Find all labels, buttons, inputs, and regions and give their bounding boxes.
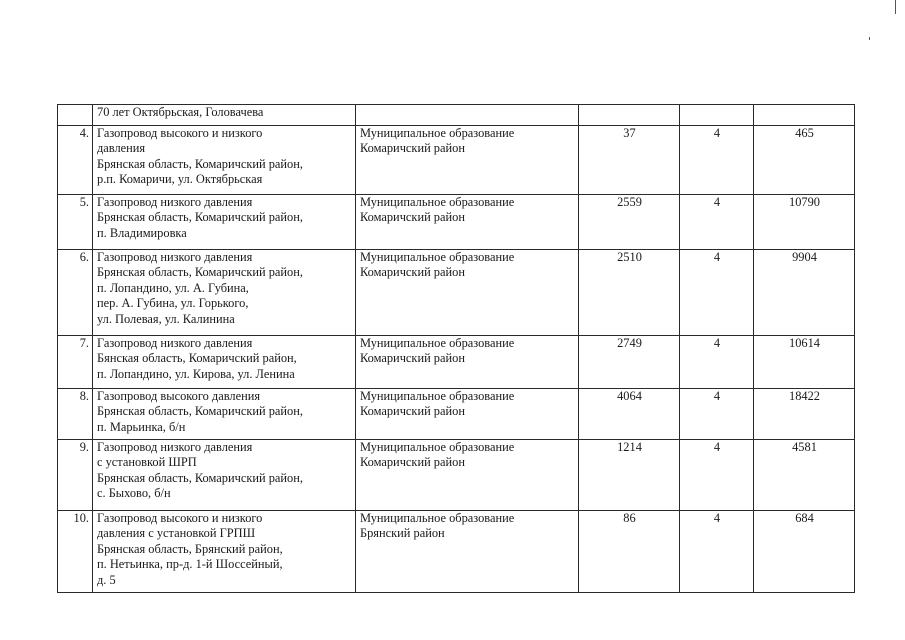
owner-cell: Муниципальное образование Комаричский район (356, 250, 579, 336)
table-row (58, 195, 855, 250)
row-number-cell (58, 105, 93, 126)
table-row (58, 511, 855, 593)
value-cell-1: 1214 (579, 440, 680, 511)
owner-cell: Муниципальное образование Комаричский район (356, 440, 579, 511)
owner-cell: Муниципальное образование Комаричский район (356, 336, 579, 389)
value-cell-3: 9904 (754, 250, 855, 336)
owner-cell (356, 105, 579, 126)
value-cell-3: 10614 (754, 336, 855, 389)
pipeline-description-cell: Газопровод низкого давления с установкой ШРП Брянская область, Комаричский район, с. Быхово, б/н (93, 440, 356, 511)
table-row (58, 105, 855, 126)
gas-pipeline-table (57, 104, 855, 593)
pipeline-description-cell: Газопровод низкого давления Брянская область, Комаричский район, п. Владимировка (93, 195, 356, 250)
value-cell-1: 2510 (579, 250, 680, 336)
table-row (58, 250, 855, 336)
row-number-cell: 8. (58, 389, 93, 440)
table-row (58, 336, 855, 389)
pipeline-description-cell: Газопровод высокого и низкого давления с установкой ГРПШ Брянская область, Брянский район, п. Нетьинка, пр-д. 1-й Шоссейный, д. 5 (93, 511, 356, 593)
value-cell-3: 10790 (754, 195, 855, 250)
owner-cell: Муниципальное образование Комаричский район (356, 126, 579, 195)
owner-cell: Муниципальное образование Комаричский район (356, 195, 579, 250)
value-cell-1: 4064 (579, 389, 680, 440)
row-number-cell: 6. (58, 250, 93, 336)
value-cell-1: 2559 (579, 195, 680, 250)
value-cell-2 (680, 105, 754, 126)
row-number-cell: 9. (58, 440, 93, 511)
value-cell-2: 4 (680, 126, 754, 195)
table-body (58, 105, 855, 593)
pipeline-description-cell: Газопровод низкого давления Бянская область, Комаричский район, п. Лопандино, ул. Кирова, ул. Ленина (93, 336, 356, 389)
table-row (58, 440, 855, 511)
value-cell-3: 684 (754, 511, 855, 593)
value-cell-3 (754, 105, 855, 126)
owner-cell: Муниципальное образование Брянский район (356, 511, 579, 593)
row-number-cell: 10. (58, 511, 93, 593)
value-cell-1: 2749 (579, 336, 680, 389)
value-cell-1: 86 (579, 511, 680, 593)
pipeline-description-cell: Газопровод высокого и низкого давления Брянская область, Комаричский район, р.п. Комаричи, ул. Октябрьская (93, 126, 356, 195)
value-cell-2: 4 (680, 250, 754, 336)
value-cell-3: 465 (754, 126, 855, 195)
value-cell-2: 4 (680, 511, 754, 593)
value-cell-1: 37 (579, 126, 680, 195)
pipeline-description-cell: Газопровод высокого давления Брянская область, Комаричский район, п. Марьинка, б/н (93, 389, 356, 440)
value-cell-2: 4 (680, 389, 754, 440)
page-edge-mark (895, 0, 896, 14)
value-cell-2: 4 (680, 195, 754, 250)
page-edge-mark (869, 37, 870, 40)
value-cell-3: 4581 (754, 440, 855, 511)
value-cell-3: 18422 (754, 389, 855, 440)
value-cell-2: 4 (680, 336, 754, 389)
table-row (58, 126, 855, 195)
pipeline-description-cell: 70 лет Октябрьская, Головачева (93, 105, 356, 126)
value-cell-1 (579, 105, 680, 126)
table-row (58, 389, 855, 440)
owner-cell: Муниципальное образование Комаричский район (356, 389, 579, 440)
pipeline-description-cell: Газопровод низкого давления Брянская область, Комаричский район, п. Лопандино, ул. А. Губина, пер. А. Губина, ул. Горького, ул. Полевая, ул. Калинина (93, 250, 356, 336)
row-number-cell: 4. (58, 126, 93, 195)
value-cell-2: 4 (680, 440, 754, 511)
row-number-cell: 5. (58, 195, 93, 250)
row-number-cell: 7. (58, 336, 93, 389)
